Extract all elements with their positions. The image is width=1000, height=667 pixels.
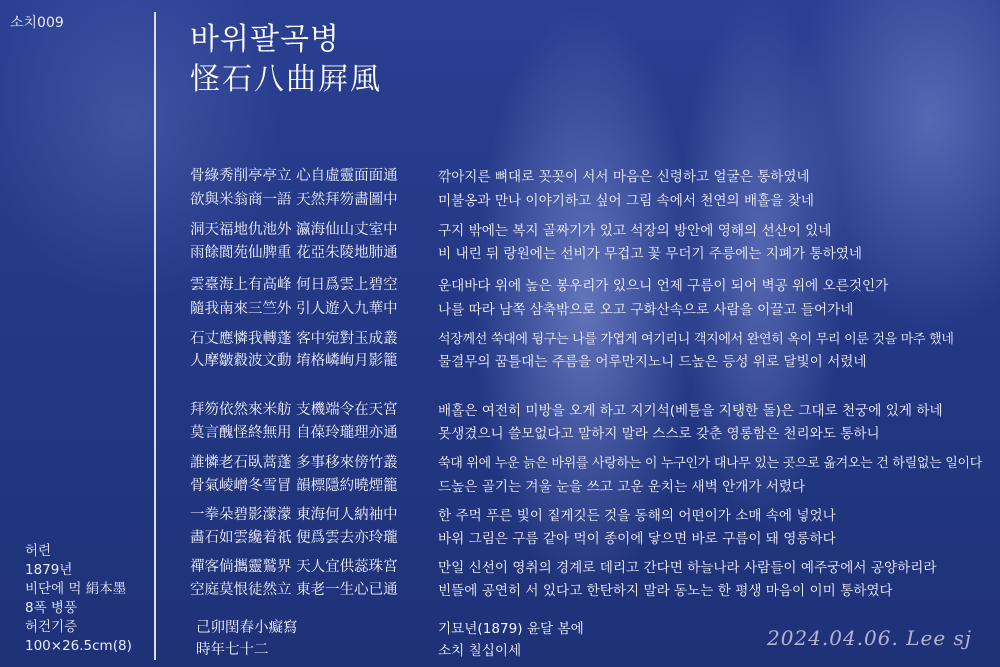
meta-format: 8폭 병풍 [25, 600, 78, 616]
translation-line: 물결무의 꿈틀대는 주름을 어루만지노니 드높은 등성 위로 달빛이 서렸네 [438, 354, 867, 370]
poem-line: 雨餘閬苑仙脾重 花亞朱陵地肺通 [190, 245, 398, 261]
translation-line: 배홀은 여전히 미방을 오게 하고 지기석(베틀을 지탱한 돌)은 그대로 천궁에 있게 하네 [438, 403, 943, 419]
divider-line [154, 12, 156, 660]
poem-line: 骨綠秀削亭亭立 心自虛靈面面通 [190, 168, 398, 184]
poem-line: 禪客倘攜靈鷲界 天人宜供蕊珠宮 [190, 559, 398, 575]
artwork-metadata [25, 542, 132, 656]
title-hanja: 怪石八曲屛風 [190, 62, 382, 97]
translation-line: 석장께선 쑥대에 뒹구는 나를 가엽게 여기리니 객지에서 완연히 옥이 무리 이룬 것을 마주 했네 [438, 332, 954, 347]
poem-line: 人摩皺縠波文動 堉格嶙峋月影籠 [190, 353, 398, 369]
translation-line: 깎아지른 뼈대로 꼿꼿이 서서 마음은 신령하고 얼굴은 통하였네 [438, 169, 810, 185]
poem-line: 洞天福地仇池外 瀛海仙山丈室中 [190, 222, 398, 238]
poem-line: 莫言醜怪終無用 自葆玲瓏理亦通 [190, 425, 398, 441]
poem-line: 拜笏依然來米舫 支機端令在天宮 [190, 402, 398, 418]
title-korean: 바위팔곡병 [190, 22, 340, 57]
poem-line: 石丈應憐我轉蓬 客中宛對玉成叢 [190, 331, 398, 347]
meta-donation: 허건기증 [25, 619, 78, 635]
poem-line: 空庭莫恨徒然立 東老一生心已通 [190, 582, 398, 598]
translation-line: 쑥대 위에 누운 늙은 바위를 사랑하는 이 누구인가 대나무 있는 곳으로 옮겨오는 건 하릴없는 일이다 [438, 456, 982, 471]
poem-line: 隨我南來三竺外 引人遊入九華中 [190, 301, 398, 317]
translation-line: 나를 따라 남쪽 삼축밖으로 오고 구화산속으로 사람을 이끌고 들어가네 [438, 302, 854, 318]
translation-signature-age: 소치 칠십이세 [438, 643, 522, 659]
photo-watermark: 2024.04.06. Lee sj [766, 626, 972, 650]
poem-line: 骨氣崚嶒冬雪冒 韻標隱約曉煙籠 [190, 478, 398, 494]
poem-line: 欲與米翁商一語 天然拜笏畵圖中 [190, 192, 398, 208]
poem-line: 畵石如雲纔着祇 便爲雲去亦玲瓏 [190, 530, 398, 546]
translation-line: 바위 그림은 구름 같아 먹이 종이에 닿으면 바로 구름이 돼 영롱하다 [438, 531, 836, 547]
poem-signature-age: 時年七十二 [196, 642, 269, 658]
translation-line: 빈뜰에 공연히 서 있다고 한탄하지 말라 동노는 한 평생 마음이 이미 통하였다 [438, 583, 893, 599]
meta-medium: 비단에 먹 絹本墨 [25, 581, 127, 597]
translation-line: 미불옹과 만나 이야기하고 싶어 그림 속에서 천연의 배홀을 찾네 [438, 193, 814, 209]
poem-line: 一拳朵碧影濛濛 東海何人納袖中 [190, 507, 398, 523]
poem-line: 誰憐老石臥蒿蓬 多事移來傍竹叢 [190, 455, 398, 471]
translation-line: 운대바다 위에 높은 봉우리가 있으니 언제 구름이 되어 벽공 위에 오른것인가 [438, 278, 889, 294]
translation-line: 만일 신선이 영취의 경계로 데리고 간다면 하늘나라 사람들이 예주궁에서 공양하리라 [438, 560, 937, 576]
translation-line: 비 내린 뒤 랑원에는 선비가 무겁고 꽃 무더기 주릉에는 지폐가 통하였네 [438, 246, 863, 262]
meta-year: 1879년 [25, 562, 73, 578]
artwork-code: 소치009 [10, 15, 64, 31]
translation-line: 못생겼으니 쓸모없다고 말하지 말라 스스로 갖춘 영롱함은 천리와도 통하니 [438, 426, 880, 442]
translation-line: 드높은 골기는 겨울 눈을 쓰고 고운 운치는 새벽 안개가 서렸다 [438, 479, 806, 495]
poem-signature: 己卯閏春小癡寫 [196, 620, 298, 636]
meta-size: 100×26.5cm(8) [25, 638, 132, 654]
translation-line: 구지 밖에는 복지 골짜기가 있고 석장의 방안에 영해의 선산이 있네 [438, 223, 832, 239]
translation-signature: 기묘년(1879) 윤달 봄에 [438, 621, 584, 637]
translation-line: 한 주먹 푸른 빛이 짙게깃든 것을 동해의 어떤이가 소매 속에 넣었나 [438, 508, 836, 524]
meta-artist: 허련 [25, 543, 52, 559]
poem-line: 雲臺海上有高峰 何日爲雲上碧空 [190, 277, 398, 293]
